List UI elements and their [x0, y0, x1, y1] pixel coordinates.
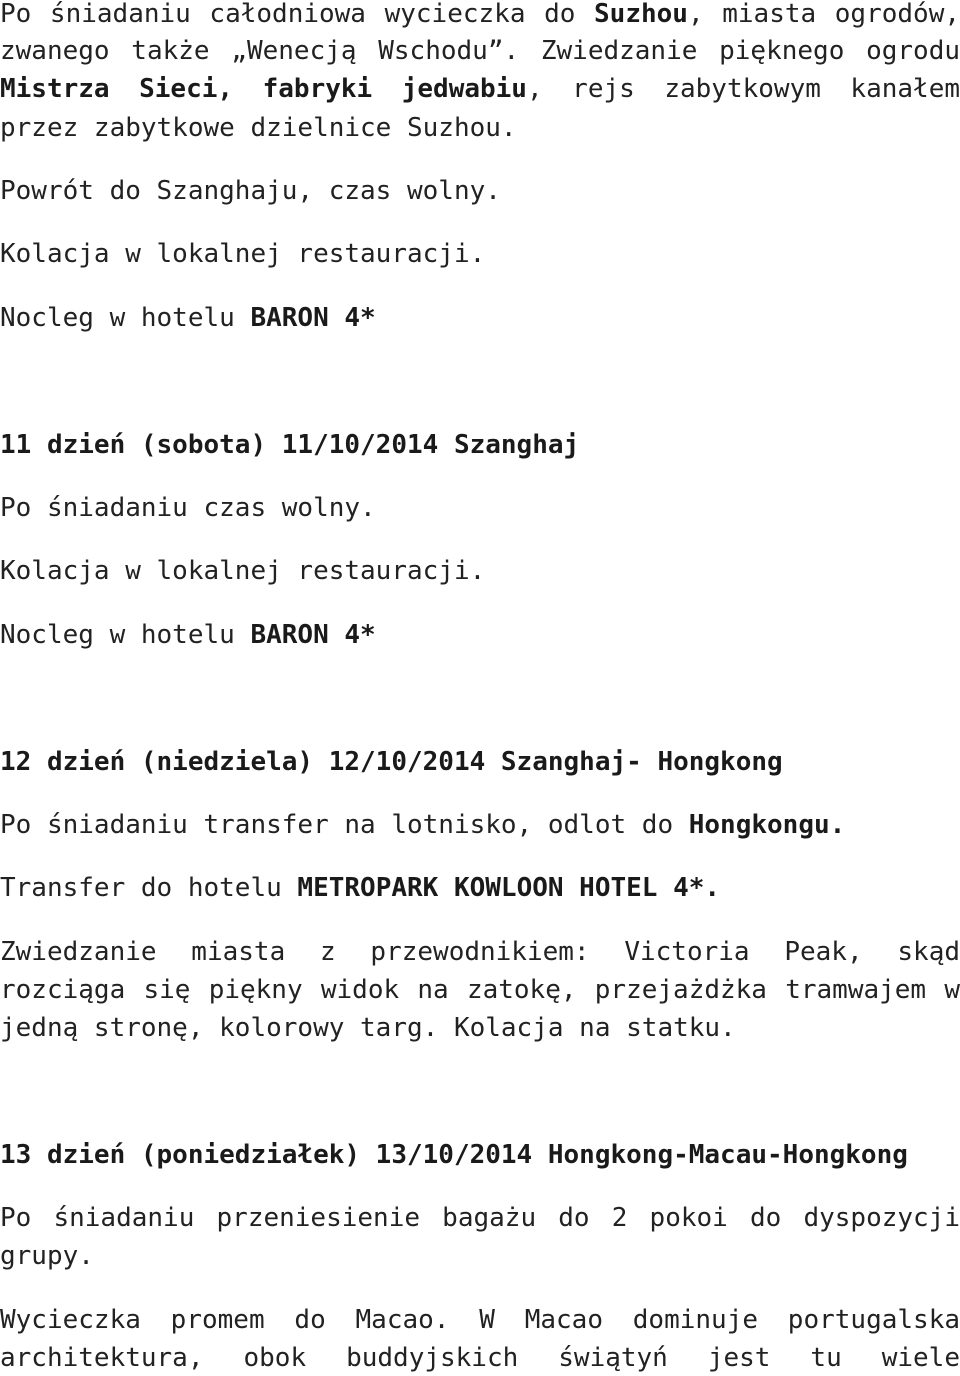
paragraph	[0, 300, 960, 336]
paragraph	[0, 617, 960, 653]
text-span: , miasta ogrodów,	[687, 0, 960, 29]
paragraph	[0, 807, 960, 843]
paragraph-line: jedną stronę, kolorowy targ. Kolacja na statku.	[0, 1013, 736, 1043]
paragraph: Kolacja w lokalnej restauracji.	[0, 239, 486, 269]
text-span: Po śniadaniu całodniowa wycieczka do	[0, 0, 595, 29]
day-heading: 12 dzień (niedziela) 12/10/2014 Szanghaj- Hongkong	[0, 747, 783, 777]
hotel-name: METROPARK KOWLOON HOTEL 4*.	[297, 873, 721, 903]
text-span: Nocleg w hotelu	[0, 620, 251, 650]
paragraph-line: architektura, obok buddyjskich świątyń jest tu wiele	[0, 1343, 960, 1373]
text-span: Transfer do hotelu	[0, 873, 298, 903]
bold-text: Hongkongu.	[688, 810, 846, 840]
paragraph-line: przez zabytkowe dzielnice Suzhou.	[0, 113, 517, 143]
paragraph: Kolacja w lokalnej restauracji.	[0, 556, 486, 586]
paragraph-line: rozciąga się piękny widok na zatokę, przejażdżka tramwajem w	[0, 975, 960, 1005]
text-span: , rejs zabytkowym kanałem	[526, 74, 960, 104]
paragraph	[0, 870, 960, 906]
day-heading: 13 dzień (poniedziałek) 13/10/2014 Hongkong-Macau-Hongkong	[0, 1140, 908, 1170]
paragraph: Po śniadaniu czas wolny.	[0, 493, 376, 523]
day-heading: 11 dzień (sobota) 11/10/2014 Szanghaj	[0, 430, 580, 460]
paragraph-line: zwanego także „Wenecją Wschodu”. Zwiedzanie pięknego ogrodu	[0, 36, 960, 66]
text-span: Po śniadaniu transfer na lotnisko, odlot do	[0, 810, 689, 840]
text-span: Nocleg w hotelu	[0, 303, 251, 333]
hotel-name: BARON 4*	[250, 620, 376, 650]
bold-text: Suzhou	[594, 0, 688, 29]
hotel-name: BARON 4*	[250, 303, 376, 333]
bold-text: fabryki jedwabiu	[262, 74, 527, 104]
paragraph-line	[0, 0, 960, 32]
bold-text: Mistrza Sieci,	[0, 74, 234, 104]
paragraph-line	[0, 71, 960, 107]
paragraph-line: Zwiedzanie miasta z przewodnikiem: Victoria Peak, skąd	[0, 937, 960, 967]
paragraph-line: Po śniadaniu przeniesienie bagażu do 2 pokoi do dyspozycji	[0, 1203, 960, 1233]
paragraph-line: Wycieczka promem do Macao. W Macao dominuje portugalska	[0, 1305, 960, 1335]
paragraph-line: grupy.	[0, 1241, 94, 1271]
paragraph: Powrót do Szanghaju, czas wolny.	[0, 176, 501, 206]
